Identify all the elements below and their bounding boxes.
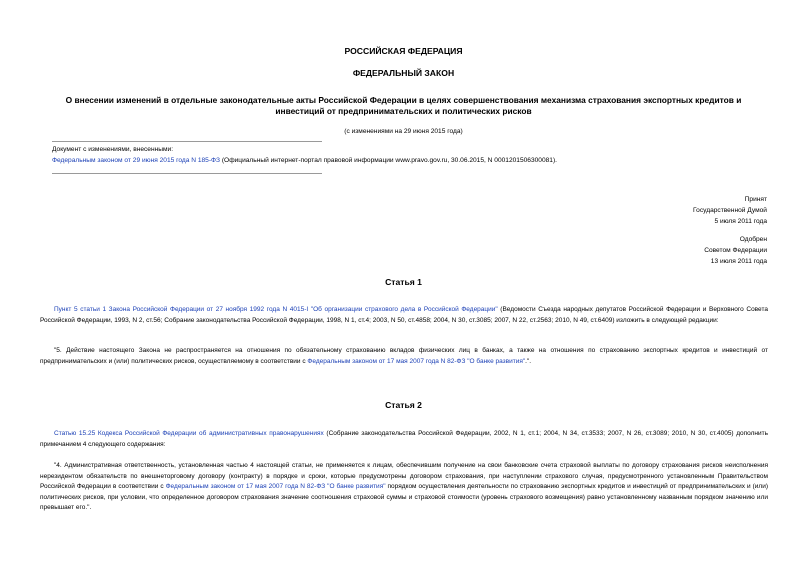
changes-source: (Официальный интернет-портал правовой информации www.pravo.gov.ru, 30.06.2015, N 0001201506300081). xyxy=(220,157,557,164)
adoption-council xyxy=(567,234,767,267)
article1-bank-law-link[interactable]: Федеральным законом от 17 мая 2007 года N 82-ФЗ "О банке развития" xyxy=(307,357,526,365)
divider-bottom xyxy=(52,173,322,174)
article1-heading: Статья 1 xyxy=(385,277,422,287)
approved-label: Одобрен xyxy=(739,236,767,243)
adoption-duma xyxy=(567,194,767,227)
article2-p2-text: "4. Административная ответственность, установленная частью 4 настоящей статьи, не применяется к лицам, обеспечившим получение на свои банковские счета страховой выплаты по договору страхования рисков неисполнения нерезидентом обязательств по внешнеторговому договору (контракту) в порядке и сроки, которые предусмотрены договором страхования, при наступлении страхового случая, предусмотренного установленным Правительством Российской Федерации в соответствии с xyxy=(40,462,768,491)
changes-line xyxy=(52,156,772,166)
article1-p1-text: (Ведомости Съезда народных депутатов Российской Федерации и Верховного Совета Российской Федерации, 1993, N 2, ст.56; Собрание законодательства Российской Федерации, 1998, N 1, ст.4; 2003, N 50, ст.4858; 2004, N 30, ст.3085; 2007, N 22, ст.2563; 2010, N 49, ст.6409) изложить в следующей редакции: xyxy=(40,306,768,324)
article2-code-link[interactable]: Статью 15.25 Кодекса Российской Федерации об административных правонарушениях xyxy=(54,430,324,437)
article1-p2-end: .". xyxy=(525,357,532,365)
changes-law-link[interactable]: Федеральным законом от 29 июня 2015 года N 185-ФЗ xyxy=(52,157,221,164)
duma-label: Государственной Думой xyxy=(693,207,767,214)
article2-bank-law-link[interactable]: Федеральным законом от 17 мая 2007 года N 82-ФЗ "О банке развития" xyxy=(165,483,386,491)
article1-law-link[interactable]: Пункт 5 статьи 1 Закона Российской Федерации от 27 ноября 1992 года N 4015-I "Об организации страхового дела в Российской Федерации" xyxy=(54,306,498,313)
council-label: Советом Федерации xyxy=(704,247,767,254)
divider-top xyxy=(52,141,322,142)
law-title-line2: инвестиций от предпринимательских и политических рисков xyxy=(275,106,532,116)
duma-date: 5 июля 2011 года xyxy=(714,218,767,225)
article1-paragraph1 xyxy=(40,305,768,326)
federation-heading: РОССИЙСКАЯ ФЕДЕРАЦИЯ xyxy=(344,46,463,56)
article2-p1-text: (Собрание законодательства Российской Федерации, 2002, N 1, ст.1; 2004, N 34, ст.3533; 2007, N 26, ст.3089; 2010, N 30, ст.4005) дополнить примечанием 4 следующего содержания: xyxy=(40,430,768,448)
article1-paragraph2 xyxy=(40,346,768,367)
changes-intro: Документ с изменениями, внесенными: xyxy=(52,146,174,153)
article2-heading: Статья 2 xyxy=(385,400,422,410)
law-type-heading: ФЕДЕРАЛЬНЫЙ ЗАКОН xyxy=(352,68,455,78)
article2-paragraph1 xyxy=(40,429,768,450)
article2-p2-text2: порядком осуществления деятельности по страхованию экспортных кредитов и инвестиций от предпринимательских и (или) политических рисков, при условии, что определенное договором страхования значение соотношения страховой суммы и страховой стоимости (уровень страхового возмещения) равно установленному названным порядком значению или превышает его.". xyxy=(40,483,769,512)
article1-p2-text: "5. Действие настоящего Закона не распространяется на отношения по обязательному страхованию вкладов физических лиц в банках, а также на отношения по страхованию экспортных кредитов и инвестиций от предпринимательских и (или) политических рисков, осуществляемому в соответствии с xyxy=(40,347,768,365)
law-title-line1: О внесении изменений в отдельные законодательные акты Российской Федерации в целях совершенствования механизма страхования экспортных кредитов и xyxy=(65,95,742,105)
adopted-label: Принят xyxy=(744,196,767,203)
amended-note: (с изменениями на 29 июня 2015 года) xyxy=(344,128,463,135)
article2-paragraph2 xyxy=(40,461,768,514)
law-title xyxy=(40,95,767,117)
council-date: 13 июля 2011 года xyxy=(710,258,767,265)
